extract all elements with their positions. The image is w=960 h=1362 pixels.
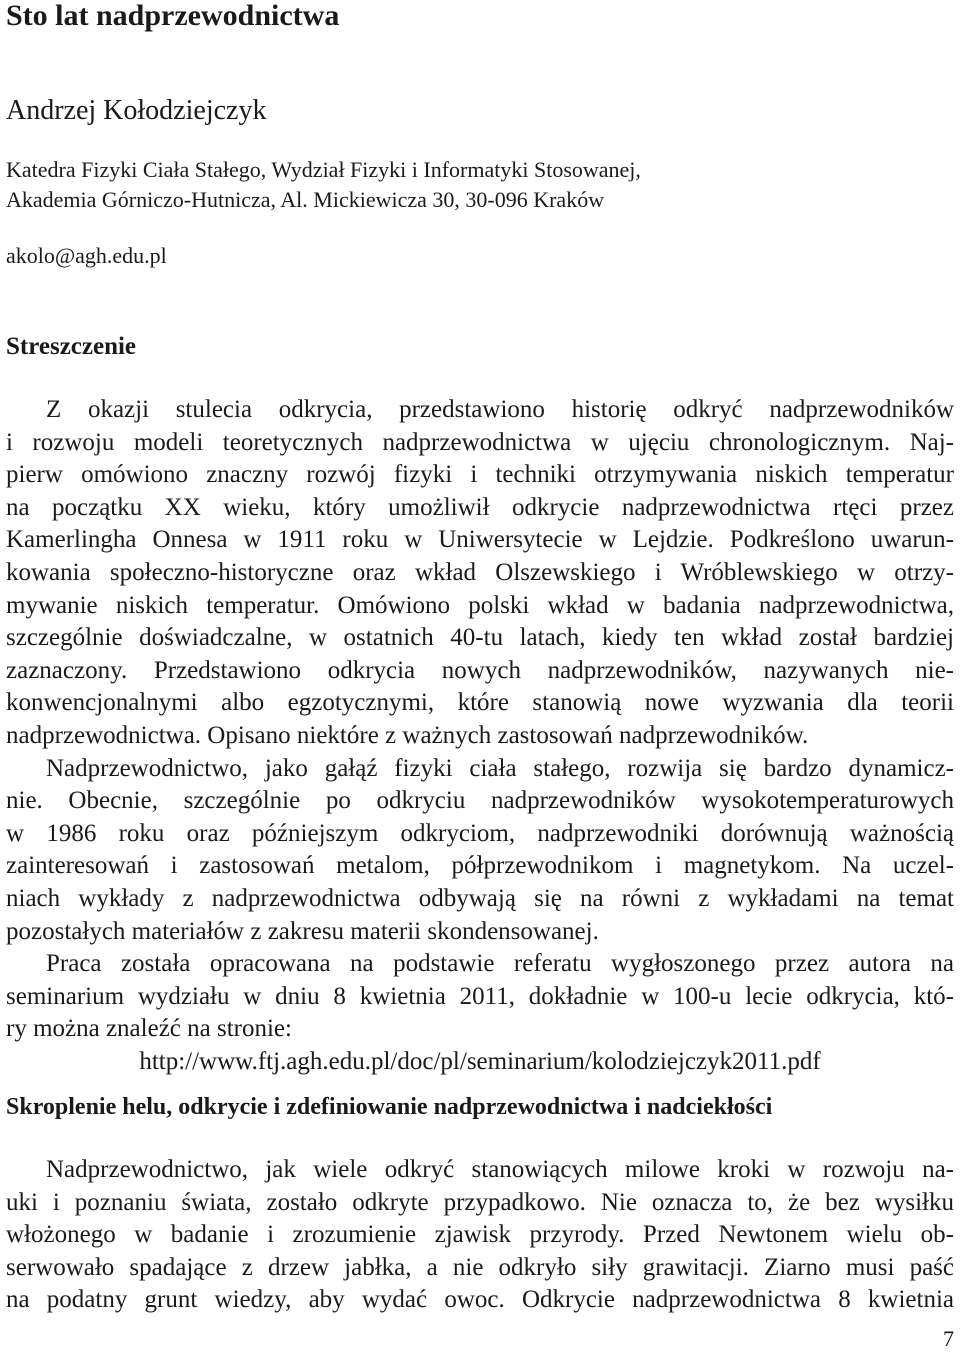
- author-affiliation: [6, 155, 641, 215]
- abstract-line: nie. Obecnie, szczególnie po odkryciu nadprzewodników wysokotemperaturowych: [6, 787, 954, 815]
- abstract-line: Praca została opracowana na podstawie referatu wygłoszonego przez autora na: [46, 950, 954, 978]
- abstract-line: konwencjonalnymi albo egzotycznymi, które stanowią nowe wyzwania dla teorii: [6, 689, 954, 717]
- abstract-line: pierw omówiono znaczny rozwój fizyki i techniki otrzymywania niskich temperatur: [6, 461, 954, 489]
- abstract-line: ry można znaleźć na stronie:: [6, 1015, 292, 1043]
- section-line: na podatny grunt wiedzy, aby wydać owoc. Odkrycie nadprzewodnictwa 8 kwietnia: [6, 1286, 954, 1314]
- author-name: Andrzej Kołodziejczyk: [6, 95, 267, 126]
- abstract-line: w 1986 roku oraz późniejszym odkryciom, nadprzewodniki dorównują ważnością: [6, 819, 954, 847]
- abstract-line: Nadprzewodnictwo, jako gałąź fizyki ciała stałego, rozwija się bardzo dynamicz-: [46, 754, 954, 782]
- abstract-line: mywanie niskich temperatur. Omówiono polski wkład w badania nadprzewodnictwa,: [6, 591, 954, 619]
- section-line: serwowało spadające z drzew jabłka, a nie odkryło siły grawitacji. Ziarno musi paść: [6, 1253, 954, 1281]
- abstract-body: [6, 394, 954, 1078]
- abstract-line: seminarium wydziału w dniu 8 kwietnia 2011, dokładnie w 100-u lecie odkrycia, któ-: [6, 982, 954, 1010]
- abstract-line: na początku XX wieku, który umożliwił odkrycie nadprzewodnictwa rtęci przez: [6, 493, 954, 521]
- abstract-line: niach wykłady z nadprzewodnictwa odbywają się na równi z wykładami na temat: [6, 884, 954, 912]
- section-line: Nadprzewodnictwo, jak wiele odkryć stanowiących milowe kroki w rozwoju na-: [46, 1156, 954, 1183]
- abstract-line: Z okazji stulecia odkrycia, przedstawiono historię odkryć nadprzewodników: [46, 396, 954, 423]
- abstract-heading: Streszczenie: [6, 333, 137, 360]
- seminar-url: http://www.ftj.agh.edu.pl/doc/pl/seminarium/kolodziejczyk2011.pdf: [139, 1047, 821, 1075]
- abstract-line: pozostałych materiałów z zakresu materii skondensowanej.: [6, 917, 599, 945]
- abstract-line: zaznaczony. Przedstawiono odkrycia nowych nadprzewodników, nazywanych nie-: [6, 656, 954, 684]
- affiliation-line-2: Akademia Górniczo-Hutnicza, Al. Mickiewicza 30, 30-096 Kraków: [6, 187, 605, 212]
- abstract-line: nadprzewodnictwa. Opisano niektóre z ważnych zastosowań nadprzewodników.: [6, 721, 809, 749]
- abstract-line: i rozwoju modeli teoretycznych nadprzewodnictwa w ujęciu chronologicznym. Naj-: [6, 428, 954, 456]
- author-email: akolo@agh.edu.pl: [6, 243, 167, 268]
- section-heading: Skroplenie helu, odkrycie i zdefiniowanie nadprzewodnictwa i nadciekłości: [6, 1094, 773, 1120]
- affiliation-line-1: Katedra Fizyki Ciała Stałego, Wydział Fizyki i Informatyki Stosowanej,: [6, 157, 641, 182]
- abstract-line: zainteresowań i zastosowań metalom, półprzewodnikom i magnetykom. Na uczel-: [6, 852, 954, 880]
- section-body: [6, 1154, 954, 1317]
- abstract-line: Kamerlingha Onnesa w 1911 roku w Uniwersytecie w Lejdzie. Podkreślono uwarun-: [6, 526, 954, 554]
- paper-title: Sto lat nadprzewodnictwa: [6, 0, 340, 32]
- section-line: uki i poznaniu świata, zostało odkryte przypadkowo. Nie oznacza to, że bez wysiłku: [6, 1188, 954, 1216]
- page-number: 7: [943, 1326, 954, 1351]
- abstract-line: kowania społeczno-historyczne oraz wkład Olszewskiego i Wróblewskiego w otrzy-: [6, 558, 954, 586]
- abstract-line: szczególnie doświadczalne, w ostatnich 40-tu latach, kiedy ten wkład został bardziej: [6, 624, 954, 652]
- section-line: włożonego w badanie i zrozumienie zjawisk przyrody. Przed Newtonem wielu ob-: [6, 1221, 954, 1249]
